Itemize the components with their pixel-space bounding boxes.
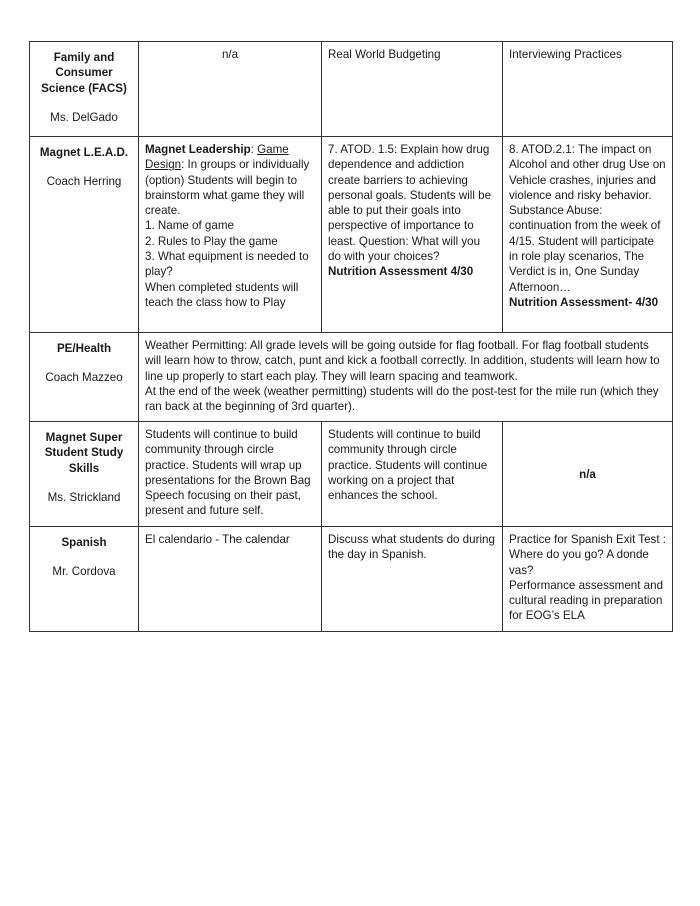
- week-cell-3: Interviewing Practices: [503, 42, 673, 137]
- cell-outro: When completed students will teach the class how to Play: [145, 280, 299, 309]
- schedule-table: [29, 41, 673, 632]
- cell-title: Magnet Leadership: [145, 143, 251, 156]
- list-item: 1. Name of game: [145, 219, 234, 233]
- teacher-name: Mr. Cordova: [52, 565, 116, 579]
- cell-bold-text: Nutrition Assessment 4/30: [328, 265, 474, 279]
- week-cell-3: n/a: [503, 422, 673, 527]
- week-cell-1: Students will continue to build community through circle practice. Students will wrap up presentations for the Brown Bag Speech focusing on their past, present and future self.: [139, 422, 322, 527]
- teacher-name: Coach Herring: [46, 175, 122, 189]
- week-cell-2: Discuss what students do during the day in Spanish.: [322, 527, 503, 632]
- merged-week-cell: [139, 333, 673, 422]
- table-row-pe-health: [30, 333, 673, 422]
- week-cell-1: [139, 137, 322, 333]
- list-item: 3. What equipment is needed to play?: [145, 250, 309, 279]
- cell-text: 8. ATOD.2.1: The impact on Alcohol and other drug Use on Vehicle crashes, injuries and violence and risky behavior. Substance Abuse: continuation from the week of 4/15. Student will participate in role play scenarios, The Verdict is in, One Sunday Afternoon…: [509, 143, 666, 294]
- week-cell-2: Students will continue to build community through circle practice. Students will continue working on a project that enhances the school.: [322, 422, 503, 527]
- cell-text: 7. ATOD. 1.5: Explain how drug dependence and addiction create barriers to achieving personal goals. Students will be able to put their goals into perspective of importance to least. Question: What will you do with your choices?: [328, 143, 492, 264]
- list-item: 2. Rules to Play the game: [145, 234, 278, 248]
- cell-text: Performance assessment and cultural reading in preparation for EOG’s ELA: [509, 578, 664, 623]
- subject-name: Spanish: [61, 536, 107, 549]
- teacher-name: Coach Mazzeo: [45, 371, 123, 385]
- cell-paragraph: Weather Permitting: All grade levels will be going outside for flag football. For flag football students will learn how to throw, catch, punt and kick a football correctly. In addition, students will learn how to line up properly to start each play. They will learn spacing and teamwork.: [145, 339, 660, 383]
- cell-bold-text: Nutrition Assessment- 4/30: [509, 295, 659, 309]
- week-cell-2: Real World Budgeting: [322, 42, 503, 137]
- teacher-name: Ms. Strickland: [47, 490, 121, 504]
- cell-colon: :: [250, 143, 258, 156]
- cell-text: Practice for Spanish Exit Test : Where do you go? A donde vas?: [509, 533, 667, 577]
- subject-name: Family and Consumer Science (FACS): [41, 51, 127, 95]
- teacher-name: Ms. DelGado: [50, 110, 118, 124]
- subject-cell: [30, 42, 139, 137]
- table-row-facs: [30, 42, 673, 137]
- subject-cell: [30, 527, 139, 632]
- cell-paragraph: At the end of the week (weather permitting) students will do the post-test for the mile run (which they ran back at the beginning of 3rd quarter).: [145, 384, 659, 414]
- table-row-study-skills: [30, 422, 673, 527]
- subject-cell: [30, 137, 139, 333]
- subject-name: Magnet L.E.A.D.: [39, 146, 129, 159]
- cell-underlined: Game Design: [145, 143, 289, 172]
- week-cell-1: n/a: [139, 42, 322, 137]
- week-cell-3: [503, 527, 673, 632]
- subject-name: PE/Health: [56, 342, 112, 355]
- week-cell-3: [503, 137, 673, 333]
- week-cell-1: El calendario - The calendar: [139, 527, 322, 632]
- week-cell-2: [322, 137, 503, 333]
- table-row-magnet-lead: [30, 137, 673, 333]
- table-row-spanish: [30, 527, 673, 632]
- subject-cell: [30, 422, 139, 527]
- subject-cell: [30, 333, 139, 422]
- subject-name: Magnet Super Student Study Skills: [44, 431, 124, 475]
- cell-intro: : In groups or individually (option) Students will begin to brainstorm what game they will create.: [145, 158, 310, 218]
